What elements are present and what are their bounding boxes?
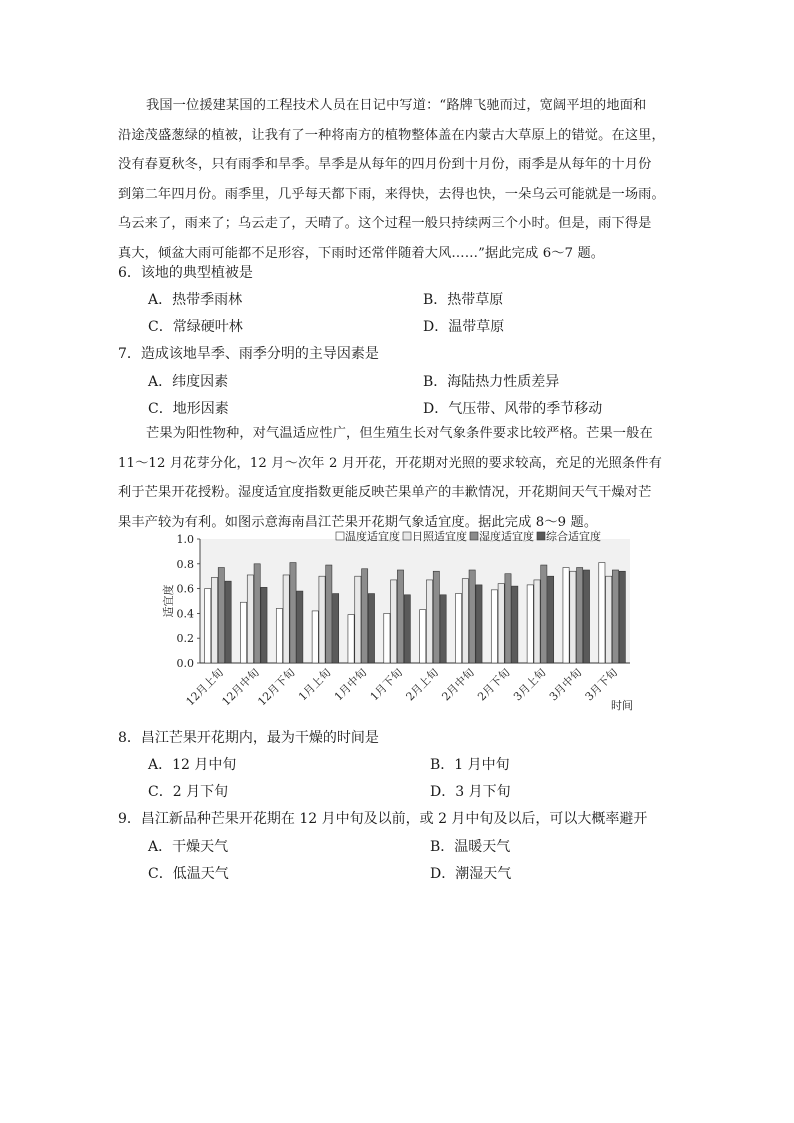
legend-swatch [537,532,545,540]
x-tick-label: 12月下旬 [255,665,298,709]
x-tick-label: 12月上旬 [183,665,227,709]
y-tick-label: 0.2 [176,632,194,646]
question-7-option-b[interactable]: B．海陆热力性质差异 [423,374,560,390]
question-7-option-c[interactable]: C．地形因素 [148,401,229,417]
bar [563,568,569,663]
question-6-option-a[interactable]: A．热带季雨林 [148,292,243,308]
question-8-option-d[interactable]: D．3 月下旬 [430,784,511,800]
bar [505,574,511,663]
bar [455,594,461,663]
question-9-option-b[interactable]: B．温暖天气 [430,839,511,855]
x-tick-label: 1月中旬 [331,665,370,704]
passage-line: 真大，倾盆大雨可能都不足形容，下雨时还常伴随着大风……”据此完成 6～7 题。 [118,245,605,261]
bar [319,576,325,663]
bar [333,594,339,663]
passage-line: 沿途茂盛葱绿的植被，让我有了一种将南方的植物整体盖在内蒙古大草原上的错觉。在这里， [118,127,665,143]
bar [541,565,547,663]
bar [218,568,224,663]
passage-line: 我国一位援建某国的工程技术人员在日记中写道：“路牌飞驰而过，宽阔平坦的地面和 [146,98,647,113]
question-9-stem: 9．昌江新品种芒果开花期在 12 月中旬及以前，或 2 月中旬及以后，可以大概率避开 [118,811,648,827]
question-6-option-d[interactable]: D．温带草原 [423,319,505,335]
bar [205,589,211,663]
bar [312,611,318,663]
legend-swatch [403,532,411,540]
question-6-option-c[interactable]: C．常绿硬叶林 [148,319,243,335]
passage-6-7 [118,91,678,269]
legend-entry: 湿度适宜度 [479,530,534,543]
question-7-stem: 7．造成该地旱季、雨季分明的主导因素是 [118,346,379,362]
x-tick-label: 3月上旬 [511,665,549,704]
bar [577,568,583,663]
question-7-option-a[interactable]: A．纬度因素 [148,374,229,390]
question-6-option-b[interactable]: B．热带草原 [423,292,504,308]
passage-line: 到第二年四月份。雨季里，几乎每天都下雨，来得快，去得也快，一朵乌云可能就是一场雨。 [118,186,665,202]
bar [599,563,605,663]
y-tick-label: 0.4 [176,607,194,621]
x-tick-label: 3月下旬 [582,665,621,704]
bar [362,569,368,663]
bar [426,580,432,663]
bar [297,591,303,663]
question-9-option-a[interactable]: A．干燥天气 [148,839,229,855]
x-tick-label: 12月中旬 [219,665,262,709]
bar [261,587,267,663]
bar [619,571,625,663]
bar [498,584,504,663]
question-9-option-c[interactable]: C．低温天气 [148,866,229,882]
x-tick-label: 2月下旬 [475,665,513,704]
bar [368,594,374,663]
y-tick-label: 1.0 [176,533,194,546]
y-tick-label: 0.8 [176,557,194,571]
bar [469,570,475,663]
bar [606,576,612,663]
bar [348,615,354,663]
bar [570,571,576,663]
legend-entry: 日照适宜度 [412,530,467,543]
bar [355,576,361,663]
bar [440,595,446,663]
bar [211,577,217,663]
bar [476,585,482,663]
y-tick-label: 0.6 [176,582,194,596]
bar [433,571,439,663]
bar [290,563,296,663]
passage-line: 乌云来了，雨来了；乌云走了，天晴了。这个过程一般只持续两三个小时。但是，雨下得是 [118,216,652,232]
bar [462,579,468,663]
passage-line: 没有春夏秋冬，只有雨季和旱季。旱季是从每年的四月份到十月份，雨季是从每年的十月份 [118,157,652,173]
bar [326,565,332,663]
bar [240,602,246,663]
bar [534,580,540,663]
bar [512,586,518,663]
legend-entry: 温度适宜度 [345,530,400,543]
bar [283,575,289,663]
x-tick-label: 2月上旬 [403,665,442,704]
passage-line: 果丰产较为有利。如图示意海南昌江芒果开花期气象适宜度。据此完成 8～9 题。 [118,514,598,530]
question-8-option-b[interactable]: B．1 月中旬 [430,757,510,773]
bar [247,575,253,663]
question-7-option-d[interactable]: D．气压带、风带的季节移动 [423,401,603,417]
bar [404,595,410,663]
question-8-option-c[interactable]: C．2 月下旬 [148,784,229,800]
y-axis-label: 适宜度 [162,584,175,618]
bar [397,570,403,663]
x-tick-label: 2月中旬 [439,665,477,704]
bar [612,570,618,663]
passage-8-9 [118,419,678,537]
bar [384,613,390,663]
passage-line: 芒果为阳性物种，对气温适应性广，但生殖生长对气象条件要求比较严格。芒果一般在 [146,426,653,441]
x-tick-label: 1月上旬 [296,665,334,704]
bar [391,580,397,663]
passage-line: 11～12 月花芽分化，12 月～次年 2 月开花，开花期对光照的要求较高，充足的光照条件有 [118,455,662,471]
question-8-option-a[interactable]: A．12 月中旬 [148,757,237,773]
passage-line: 利于芒果开花授粉。湿度适宜度指数更能反映芒果单产的丰歉情况，开花期间天气干燥对芒 [118,485,652,501]
bar [276,608,282,663]
y-tick-label: 0.0 [176,657,194,670]
suitability-chart [158,527,638,717]
bar [527,585,533,663]
bar [254,564,260,663]
legend-swatch [470,532,478,540]
bar [420,610,426,663]
question-9-option-d[interactable]: D．潮湿天气 [430,866,512,882]
question-6-stem: 6．该地的典型植被是 [118,265,253,281]
chart-svg [158,527,638,717]
x-tick-label: 3月中旬 [546,665,585,704]
bar [548,576,554,663]
x-axis-label: 时间 [611,699,633,712]
question-8-stem: 8．昌江芒果开花期内，最为干燥的时间是 [118,730,379,746]
bar [225,581,231,663]
legend-entry: 综合适宜度 [546,530,601,543]
bar [491,590,497,663]
bar [583,570,589,663]
legend-swatch [336,532,344,540]
x-tick-label: 1月下旬 [367,665,406,704]
